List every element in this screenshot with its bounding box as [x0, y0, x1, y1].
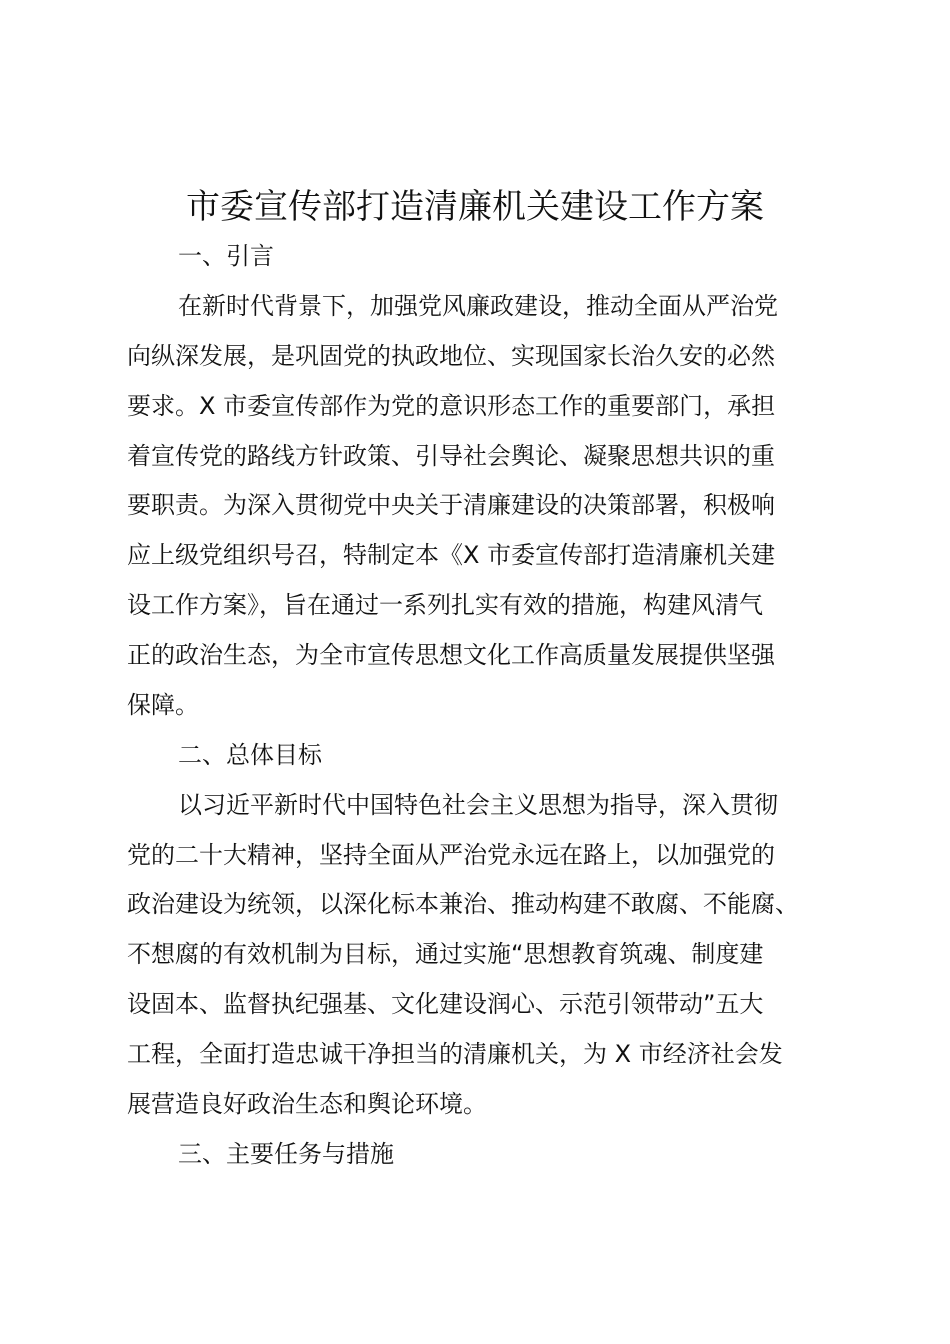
paragraph-line: 不想腐的有效机制为目标，通过实施“思想教育筑魂、制度建 — [127, 940, 764, 968]
paragraph-line: 在新时代背景下，加强党风廉政建设，推动全面从严治党 — [178, 292, 778, 320]
paragraph-line: 设工作方案》，旨在通过一系列扎实有效的措施，构建风清气 — [127, 591, 763, 619]
paragraph-line: 党的二十大精神，坚持全面从严治党永远在路上，以加强党的 — [127, 841, 775, 869]
paragraph-line: 着宣传党的路线方针政策、引导社会舆论、凝聚思想共识的重 — [127, 442, 775, 470]
paragraph-line: 应上级党组织号召，特制定本《X 市委宣传部打造清廉机关建 — [127, 541, 776, 569]
paragraph-line: 要职责。为深入贯彻党中央关于清廉建设的决策部署，积极响 — [127, 491, 775, 519]
paragraph-line: 展营造良好政治生态和舆论环境。 — [127, 1090, 487, 1118]
paragraph-line: 设固本、监督执纪强基、文化建设润心、示范引领带动”五大 — [127, 990, 764, 1018]
paragraph-line: 工程，全面打造忠诚干净担当的清廉机关，为 X 市经济社会发 — [127, 1040, 783, 1068]
document-title: 市委宣传部打造清廉机关建设工作方案 — [186, 187, 764, 227]
section-heading-main-tasks: 三、主要任务与措施 — [178, 1140, 394, 1168]
section-heading-overall-goals: 二、总体目标 — [178, 741, 322, 769]
paragraph-line: 正的政治生态，为全市宣传思想文化工作高质量发展提供坚强 — [127, 641, 775, 669]
paragraph-line: 以习近平新时代中国特色社会主义思想为指导，深入贯彻 — [178, 791, 778, 819]
paragraph-line: 政治建设为统领，以深化标本兼治、推动构建不敢腐、不能腐、 — [127, 890, 799, 918]
paragraph-line: 要求。X 市委宣传部作为党的意识形态工作的重要部门，承担 — [127, 392, 776, 420]
paragraph-line: 保障。 — [127, 691, 199, 719]
paragraph-line: 向纵深发展，是巩固党的执政地位、实现国家长治久安的必然 — [127, 342, 775, 370]
section-heading-introduction: 一、引言 — [178, 242, 274, 270]
